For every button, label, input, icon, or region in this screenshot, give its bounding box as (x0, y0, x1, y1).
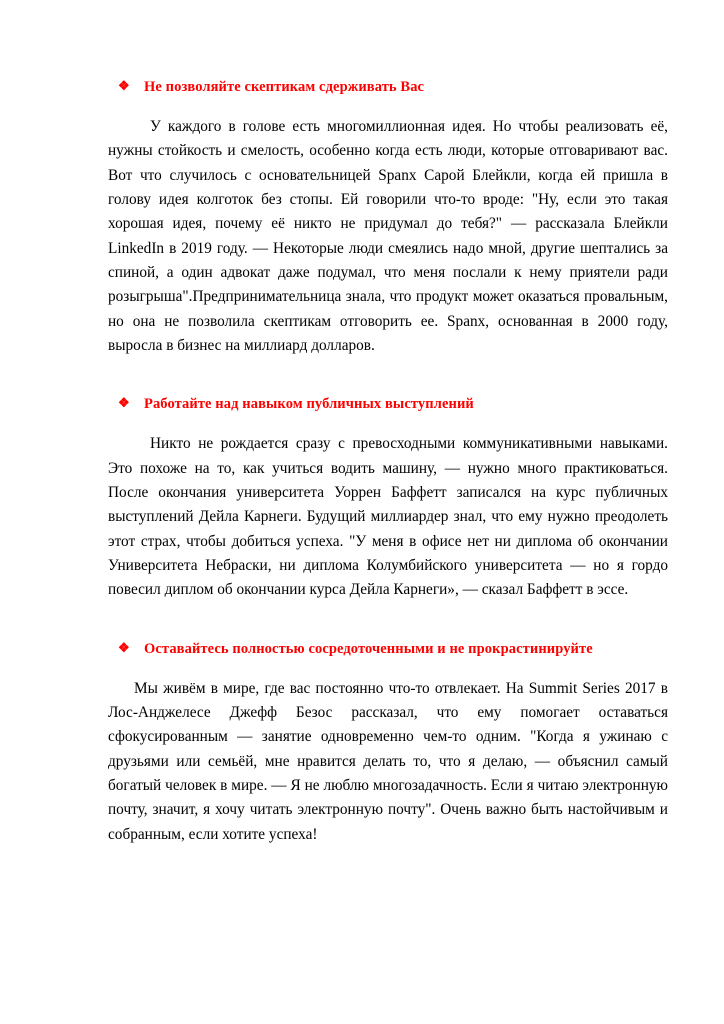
section-heading-2-text: Работайте над навыком публичных выступлений (144, 396, 474, 413)
section-heading-1 (118, 78, 668, 96)
spacer-4 (108, 603, 668, 640)
section-heading-2 (118, 395, 668, 413)
diamond-bullet-icon: ❖ (118, 395, 130, 411)
section-paragraph-1: У каждого в голове есть многомиллионная идея. Но чтобы реализовать её, нужны стойкость и смелость, особенно когда есть люди, которые отговаривают вас. Вот что случилось с основательницей Spanx Сарой Блейкли, когда ей пришла в голову идея колготок без стопы. Ей говорили что-то вроде: "Ну, если это такая хорошая идея, почему её никто не придумал до тебя?" — рассказала Блейкли LinkedIn в 2019 году. — Некоторые люди смеялись надо мной, другие шептались за спиной, а один адвокат даже подумал, что меня послали к нему приятели ради розыгрыша".Предпринимательница знала, что продукт может оказаться провальным, но она не позволила скептикам отговорить ее. Spanx, основанная в 2000 году, выросла в бизнес на миллиард долларов. (108, 118, 668, 354)
diamond-bullet-icon: ❖ (118, 78, 130, 93)
section-paragraph-3: Мы живём в мире, где вас постоянно что-то отвлекает. На Summit Series 2017 в Лос-Анджелесе Джефф Безос рассказал, что ему помогает оставаться сфокусированным — занятие одновременно чем-то одним. "Когда я ужинаю с друзьями или семьёй, мне нравится делать то, что я делаю, — объяснил самый богатый человек в мире. — Я не люблю многозадачность. Если я читаю электронную почту, значит, я хочу читать электронную почту". Очень важно быть настойчивым и собранным, если хотите успеха! (108, 679, 668, 843)
spacer-2 (108, 358, 668, 395)
document-content (108, 78, 668, 847)
section-paragraph-2: Никто не рождается сразу с превосходными коммуникативными навыками. Это похоже на то, как учиться водить машину, — нужно много практиковаться. После окончания университета Уоррен Баффетт записался на курс публичных выступлений Дейла Карнеги. Будущий миллиардер знал, что ему нужно преодолеть этот страх, чтобы добиться успеха. "У меня в офисе нет ни диплома об окончании Университета Небраски, ни диплома Колумбийского университета — но я гордо повесил диплом об окончании курса Дейла Карнеги», — сказал Баффетт в эссе. (108, 435, 668, 599)
section-heading-3 (118, 640, 668, 658)
spacer-5 (108, 658, 668, 677)
spacer-1 (108, 96, 668, 115)
section-heading-3-text: Оставайтесь полностью сосредоточенными и не прокрастинируйте (144, 640, 593, 657)
diamond-bullet-icon: ❖ (118, 639, 130, 655)
spacer-3 (108, 413, 668, 432)
section-heading-1-text: Не позволяйте скептикам сдерживать Вас (144, 79, 425, 95)
